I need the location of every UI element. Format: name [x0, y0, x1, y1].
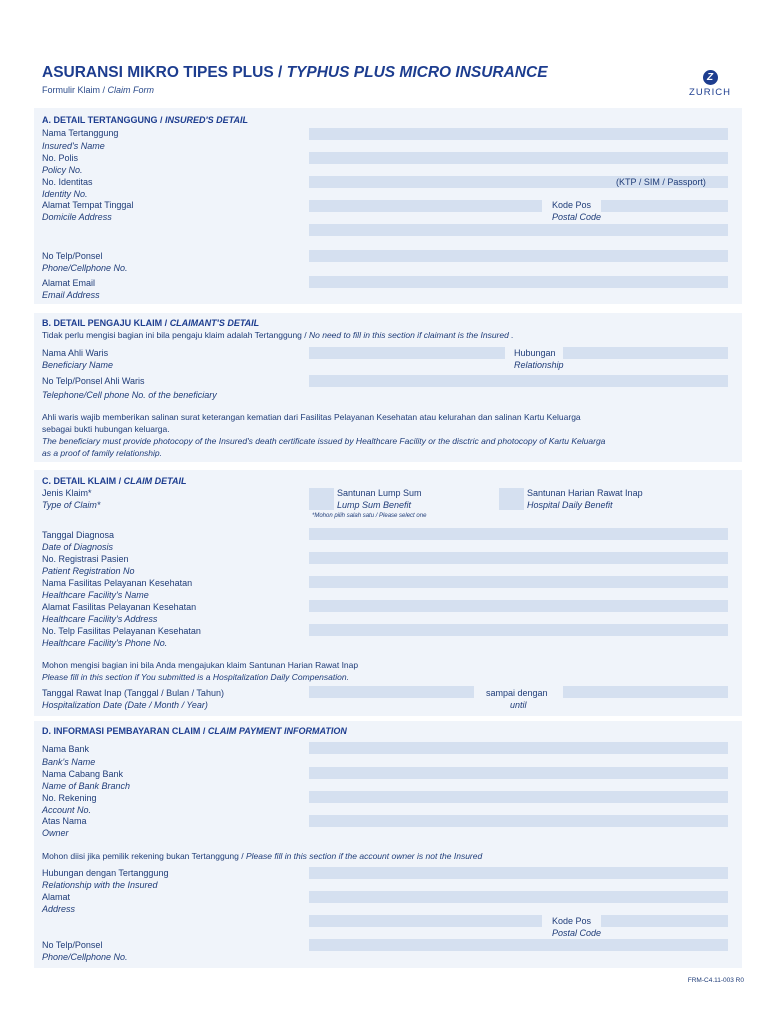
- label-policy-no: No. Polis: [42, 153, 79, 163]
- bank-branch-field[interactable]: [309, 767, 728, 779]
- label-insured-name-en: Insured's Name: [42, 141, 105, 151]
- label-relationship-en: Relationship: [514, 360, 564, 370]
- diagnosis-date-field[interactable]: [309, 528, 728, 540]
- label-diagnosis-date-en: Date of Diagnosis: [42, 542, 114, 552]
- section-payment-info: [34, 721, 742, 968]
- lump-sum-checkbox[interactable]: [309, 488, 334, 510]
- label-beneficiary-phone: No Telp/Ponsel Ahli Waris: [42, 376, 145, 386]
- label-hospitalization-date: Tanggal Rawat Inap (Tanggal / Bulan / Tahun): [42, 688, 224, 698]
- label-facility-phone: No. Telp Fasilitas Pelayanan Kesehatan: [42, 626, 201, 636]
- label-bank-name: Nama Bank: [42, 744, 90, 754]
- label-facility-name-en: Healthcare Facility's Name: [42, 590, 149, 600]
- label-hospitalization-date-en: Hospitalization Date (Date / Month / Year): [42, 700, 208, 710]
- beneficiary-name-field[interactable]: [309, 347, 505, 359]
- bank-name-field[interactable]: [309, 742, 728, 754]
- hospitalization-end-field[interactable]: [563, 686, 728, 698]
- section-claimant-detail: [34, 313, 742, 462]
- account-no-field[interactable]: [309, 791, 728, 803]
- label-relationship: Hubungan: [514, 348, 556, 358]
- label-identity-no-en: Identity No.: [42, 189, 88, 199]
- patient-registration-field[interactable]: [309, 552, 728, 564]
- section-d-title: D. INFORMASI PEMBAYARAN CLAIM / CLAIM PAYMENT INFORMATION: [42, 726, 347, 736]
- label-claim-type-en: Type of Claim*: [42, 500, 101, 510]
- facility-address-field[interactable]: [309, 600, 728, 612]
- label-domicile-address-en: Domicile Address: [42, 212, 112, 222]
- label-owner-address: Alamat: [42, 892, 71, 902]
- label-beneficiary-name-en: Beneficiary Name: [42, 360, 114, 370]
- label-relationship-insured: Hubungan dengan Tertanggung: [42, 868, 169, 878]
- section-c-title: C. DETAIL KLAIM / CLAIM DETAIL: [42, 476, 187, 486]
- label-postal-code-en: Postal Code: [552, 212, 602, 222]
- label-until: sampai dengan: [486, 688, 548, 698]
- address-field-1[interactable]: [309, 200, 542, 212]
- account-owner-field[interactable]: [309, 815, 728, 827]
- label-phone-en: Phone/Cellphone No.: [42, 263, 128, 273]
- label-bank-name-en: Bank's Name: [42, 757, 96, 767]
- label-email-en: Email Address: [42, 290, 100, 300]
- address-field-2[interactable]: [309, 224, 728, 236]
- daily-section-note-en: Please fill in this section if You submitted is a Hospitalization Daily Compensation.: [42, 672, 349, 682]
- owner-postal-code-field[interactable]: [601, 915, 728, 927]
- label-account-no-en: Account No.: [42, 805, 92, 815]
- label-hospital-daily: Santunan Harian Rawat Inap: [527, 488, 643, 498]
- section-d-note: Mohon diisi jika pemilik rekening bukan Tertanggung / Please fill in this section if the account owner is not the Insured: [42, 851, 483, 861]
- owner-phone-field[interactable]: [309, 939, 728, 951]
- hospital-daily-checkbox[interactable]: [499, 488, 524, 510]
- label-owner-address-en: Address: [42, 904, 76, 914]
- beneficiary-requirement-id-2: sebagai bukti hubungan keluarga.: [42, 424, 170, 434]
- beneficiary-requirement-id-1: Ahli waris wajib memberikan salinan surat keterangan kematian dari Fasilitas Pelayanan Kesehatan atau kelurahan dan salinan Kartu Keluarga: [42, 412, 581, 422]
- label-until-en: until: [510, 700, 527, 710]
- label-bank-branch-en: Name of Bank Branch: [42, 781, 131, 791]
- form-subtitle: Formulir Klaim / Claim Form: [42, 85, 155, 95]
- relationship-field[interactable]: [563, 347, 728, 359]
- label-lump-sum: Santunan Lump Sum: [337, 488, 422, 498]
- label-patient-registration-en: Patient Registration No: [42, 566, 135, 576]
- beneficiary-requirement-en-2: as a proof of family relationship.: [42, 448, 163, 458]
- postal-code-field[interactable]: [601, 200, 728, 212]
- label-account-owner-en: Owner: [42, 828, 69, 838]
- policy-no-field[interactable]: [309, 152, 728, 164]
- select-one-note: *Mohon pilih salah satu / Please select one: [312, 513, 427, 519]
- label-patient-registration: No. Registrasi Pasien: [42, 554, 129, 564]
- hospitalization-start-field[interactable]: [309, 686, 474, 698]
- label-owner-phone-en: Phone/Cellphone No.: [42, 952, 128, 962]
- label-postal-code: Kode Pos: [552, 200, 592, 210]
- label-facility-address: Alamat Fasilitas Pelayanan Kesehatan: [42, 602, 197, 612]
- section-insured-detail: [34, 108, 742, 304]
- daily-section-note: Mohon mengisi bagian ini bila Anda mengajukan klaim Santunan Harian Rawat Inap: [42, 660, 359, 670]
- label-email: Alamat Email: [42, 278, 96, 288]
- beneficiary-requirement-en-1: The beneficiary must provide photocopy of the Insured's death certificate issued by Healthcare Facility or the disctric and photocopy of Kartu Keluarga: [42, 436, 606, 446]
- zurich-logo-mark: Z: [703, 70, 718, 85]
- section-b-title: B. DETAIL PENGAJU KLAIM / CLAIMANT'S DETAIL: [42, 318, 260, 328]
- form-title: ASURANSI MIKRO TIPES PLUS / TYPHUS PLUS MICRO INSURANCE: [42, 64, 548, 81]
- phone-field[interactable]: [309, 250, 728, 262]
- relationship-insured-field[interactable]: [309, 867, 728, 879]
- label-facility-name: Nama Fasilitas Pelayanan Kesehatan: [42, 578, 193, 588]
- section-b-note: Tidak perlu mengisi bagian ini bila pengaju klaim adalah Tertanggung / No need to fill in this section if claimant is the Insured .: [42, 330, 514, 340]
- owner-address-field-2[interactable]: [309, 915, 542, 927]
- label-claim-type: Jenis Klaim*: [42, 488, 92, 498]
- label-insured-name: Nama Tertanggung: [42, 128, 119, 138]
- label-beneficiary-phone-en: Telephone/Cell phone No. of the beneficiary: [42, 390, 217, 400]
- facility-name-field[interactable]: [309, 576, 728, 588]
- form-code: FRM-C4.11-003 R0: [687, 977, 744, 984]
- label-owner-postal-code-en: Postal Code: [552, 928, 602, 938]
- insured-name-field[interactable]: [309, 128, 728, 140]
- label-diagnosis-date: Tanggal Diagnosa: [42, 530, 115, 540]
- label-hospital-daily-en: Hospital Daily Benefit: [527, 500, 613, 510]
- label-facility-phone-en: Healthcare Facility's Phone No.: [42, 638, 168, 648]
- zurich-logo: [686, 70, 734, 98]
- label-policy-no-en: Policy No.: [42, 165, 83, 175]
- label-identity-no: No. Identitas: [42, 177, 93, 187]
- label-phone: No Telp/Ponsel: [42, 251, 103, 261]
- zurich-logo-word: ZURICH: [689, 87, 731, 98]
- beneficiary-phone-field[interactable]: [309, 375, 728, 387]
- label-relationship-insured-en: Relationship with the Insured: [42, 880, 158, 890]
- section-a-title: A. DETAIL TERTANGGUNG / INSURED'S DETAIL: [42, 115, 248, 125]
- label-bank-branch: Nama Cabang Bank: [42, 769, 124, 779]
- label-domicile-address: Alamat Tempat Tinggal: [42, 200, 134, 210]
- label-owner-postal-code: Kode Pos: [552, 916, 592, 926]
- owner-address-field-1[interactable]: [309, 891, 728, 903]
- facility-phone-field[interactable]: [309, 624, 728, 636]
- label-account-no: No. Rekening: [42, 793, 97, 803]
- label-lump-sum-en: Lump Sum Benefit: [337, 500, 412, 510]
- section-claim-detail: [34, 470, 742, 716]
- label-beneficiary-name: Nama Ahli Waris: [42, 348, 109, 358]
- label-owner-phone: No Telp/Ponsel: [42, 940, 103, 950]
- label-account-owner: Atas Nama: [42, 816, 87, 826]
- email-field[interactable]: [309, 276, 728, 288]
- identity-type-hint: (KTP / SIM / Passport): [616, 177, 706, 187]
- label-facility-address-en: Healthcare Facility's Address: [42, 614, 158, 624]
